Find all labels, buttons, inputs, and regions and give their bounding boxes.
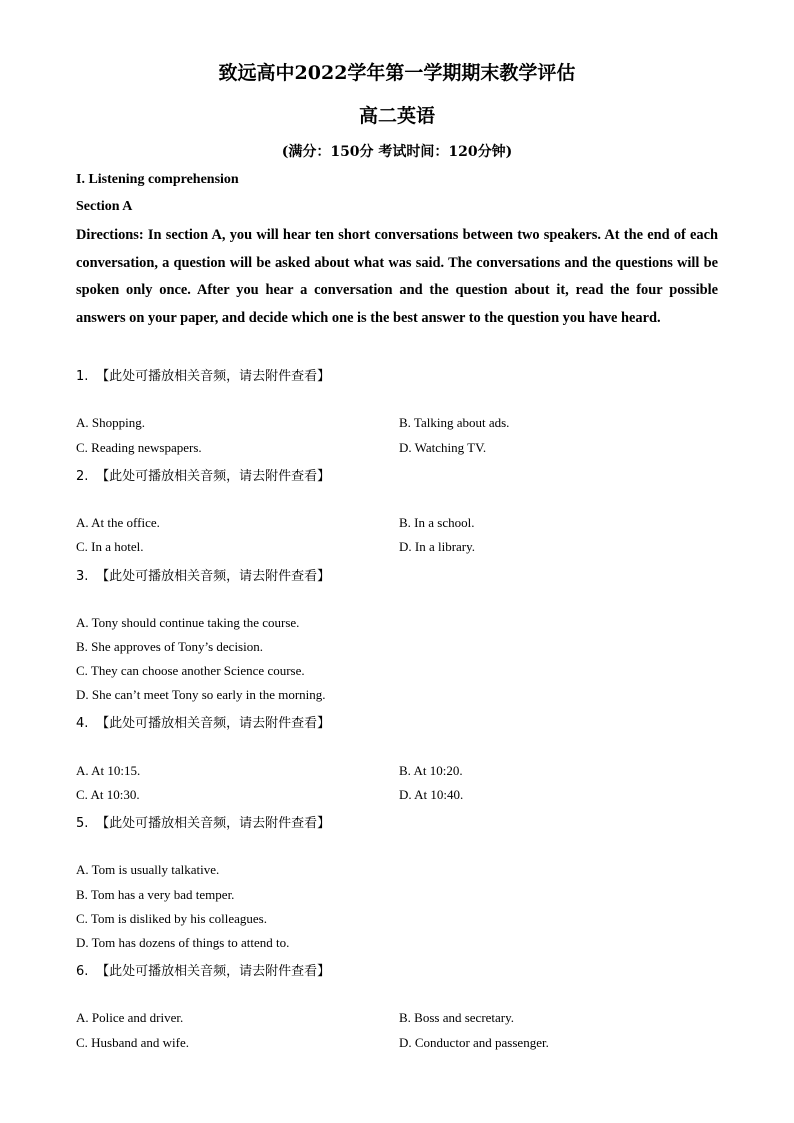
option-1c: C. Reading newspapers. (76, 440, 202, 455)
question-number: 4. (76, 716, 89, 731)
audio-placeholder: 【此处可播放相关音频，请去附件查看】 (96, 716, 331, 731)
audio-placeholder: 【此处可播放相关音频，请去附件查看】 (96, 964, 331, 979)
option-4a: A. At 10:15. (76, 763, 141, 778)
section-heading: Section A (76, 199, 133, 214)
audio-placeholder: 【此处可播放相关音频，请去附件查看】 (96, 569, 331, 584)
option-5c: C. Tom is disliked by his colleagues. (76, 911, 267, 926)
option-4c: C. At 10:30. (76, 787, 140, 802)
question-number: 2. (76, 469, 89, 484)
option-1a: A. Shopping. (76, 415, 145, 430)
option-6c: C. Husband and wife. (76, 1035, 190, 1050)
option-2b: B. In a school. (399, 515, 475, 530)
option-4d: D. At 10:40. (399, 787, 464, 802)
question-3 (76, 565, 330, 584)
option-6d: D. Conductor and passenger. (399, 1035, 549, 1050)
question-6 (76, 960, 330, 979)
question-4 (76, 712, 330, 731)
option-2c: C. In a hotel. (76, 539, 144, 554)
question-number: 3. (76, 569, 89, 584)
question-5 (76, 812, 330, 831)
exam-title: 致远高中2022学年第一学期期末教学评估 (218, 62, 576, 84)
option-5a: A. Tom is usually talkative. (76, 862, 220, 877)
option-3a: A. Tony should continue taking the course. (76, 615, 300, 630)
option-3c: C. They can choose another Science course. (76, 663, 305, 678)
option-6a: A. Police and driver. (76, 1010, 184, 1025)
audio-placeholder: 【此处可播放相关音频，请去附件查看】 (96, 469, 331, 484)
option-5d: D. Tom has dozens of things to attend to. (76, 935, 290, 950)
question-number: 6. (76, 964, 89, 979)
option-1d: D. Watching TV. (399, 440, 487, 455)
question-2 (76, 465, 330, 484)
audio-placeholder: 【此处可播放相关音频，请去附件查看】 (96, 816, 331, 831)
option-1b: B. Talking about ads. (399, 415, 510, 430)
option-4b: B. At 10:20. (399, 763, 463, 778)
audio-placeholder: 【此处可播放相关音频，请去附件查看】 (96, 369, 331, 384)
option-5b: B. Tom has a very bad temper. (76, 887, 235, 902)
directions-text: Directions: In section A, you will hear ten short conversations between two speakers. At the end of each conversation, a question will be asked about what was said. The conversations and the questions will be spoken only once. After you hear a conversation and the question about it, read the four possible answers on your paper, and decide which one is the best answer to the question you have heard. (76, 227, 718, 326)
option-3d: D. She can’t meet Tony so early in the morning. (76, 687, 326, 702)
part-heading: I. Listening comprehension (76, 172, 239, 187)
exam-info: (满分：150分 考试时间：120分钟) (281, 144, 513, 160)
exam-subject: 高二英语 (358, 105, 435, 127)
option-2d: D. In a library. (399, 539, 476, 554)
question-number: 1. (76, 369, 89, 384)
option-6b: B. Boss and secretary. (399, 1010, 515, 1025)
question-number: 5. (76, 816, 89, 831)
option-2a: A. At the office. (76, 515, 160, 530)
question-1 (76, 365, 330, 384)
option-3b: B. She approves of Tony’s decision. (76, 639, 263, 654)
